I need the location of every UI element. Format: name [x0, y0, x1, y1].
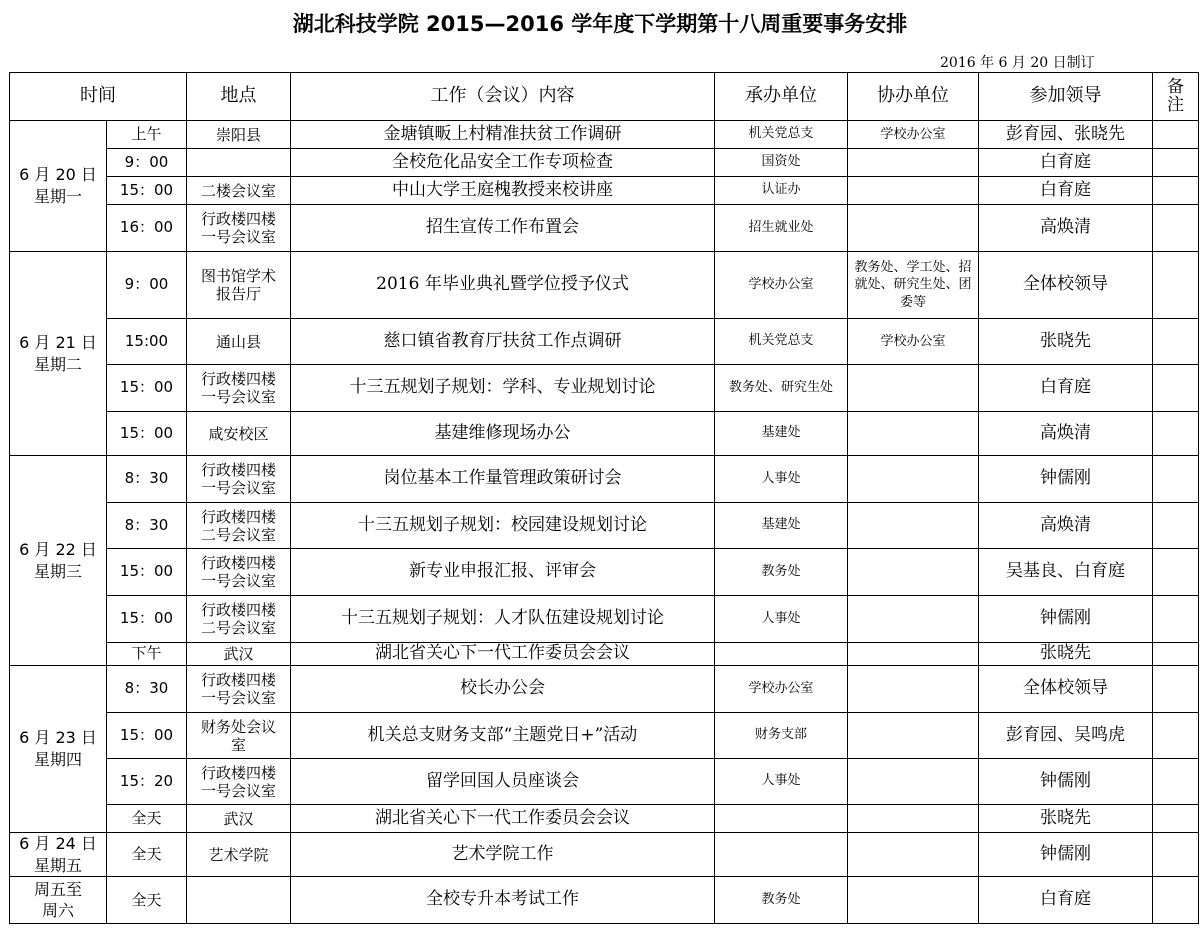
- weekday-text: 星期四: [33, 750, 82, 769]
- schedule-row: [10, 759, 1199, 805]
- header-host: 承办单位: [715, 73, 848, 121]
- time-cell: 15：00: [107, 549, 187, 596]
- host-cell: [715, 643, 848, 666]
- note-cell: [1153, 877, 1199, 924]
- content-cell: 湖北省关心下一代工作委员会会议: [291, 643, 715, 666]
- place-cell: 行政楼四楼一号会议室: [187, 456, 291, 503]
- note-cell: [1153, 252, 1199, 319]
- note-cell: [1153, 596, 1199, 643]
- leader-cell: 张晓先: [979, 805, 1153, 833]
- time-cell: 9：00: [107, 252, 187, 319]
- leader-cell: 全体校领导: [979, 666, 1153, 713]
- content-cell: 全校危化品安全工作专项检查: [291, 149, 715, 177]
- content-cell: 留学回国人员座谈会: [291, 759, 715, 805]
- time-cell: 全天: [107, 805, 187, 833]
- leader-cell: 彭育园、张晓先: [979, 121, 1153, 149]
- host-cell: [715, 833, 848, 877]
- date-text: 6 月 21 日: [19, 332, 97, 352]
- header-note: [1153, 73, 1199, 121]
- time-cell: 9：00: [107, 149, 187, 177]
- date-cell: [10, 252, 107, 456]
- date-text: 周五至: [33, 879, 82, 899]
- note-cell: [1153, 549, 1199, 596]
- content-cell: 全校专升本考试工作: [291, 877, 715, 924]
- co-cell: [848, 456, 979, 503]
- place-cell: 武汉: [187, 643, 291, 666]
- host-cell: 基建处: [715, 412, 848, 456]
- leader-cell: 吴基良、白育庭: [979, 549, 1153, 596]
- leader-cell: 钟儒刚: [979, 759, 1153, 805]
- place-cell: 财务处会议室: [187, 713, 291, 759]
- leader-cell: 钟儒刚: [979, 596, 1153, 643]
- place-cell: 武汉: [187, 805, 291, 833]
- schedule-row: [10, 412, 1199, 456]
- time-cell: 16：00: [107, 205, 187, 252]
- co-cell: [848, 805, 979, 833]
- place-cell: 崇阳县: [187, 121, 291, 149]
- header-note-text: 备注: [1167, 76, 1184, 115]
- co-cell: [848, 759, 979, 805]
- leader-cell: 全体校领导: [979, 252, 1153, 319]
- place-cell: 咸安校区: [187, 412, 291, 456]
- co-cell: 学校办公室: [848, 319, 979, 365]
- date-cell: [10, 456, 107, 666]
- time-cell: 15：00: [107, 596, 187, 643]
- host-cell: 招生就业处: [715, 205, 848, 252]
- co-cell: [848, 205, 979, 252]
- content-cell: 中山大学王庭槐教授来校讲座: [291, 177, 715, 205]
- schedule-row: [10, 877, 1199, 924]
- host-cell: 人事处: [715, 456, 848, 503]
- co-cell: [848, 596, 979, 643]
- place-cell: 行政楼四楼一号会议室: [187, 666, 291, 713]
- leader-cell: 高焕清: [979, 503, 1153, 549]
- co-cell: [848, 877, 979, 924]
- time-cell: 上午: [107, 121, 187, 149]
- time-cell: 15：20: [107, 759, 187, 805]
- schedule-row: [10, 456, 1199, 503]
- schedule-row: [10, 177, 1199, 205]
- content-cell: 艺术学院工作: [291, 833, 715, 877]
- weekday-text: 星期五: [33, 855, 82, 875]
- place-cell: [187, 149, 291, 177]
- time-cell: 下午: [107, 643, 187, 666]
- place-cell: 行政楼四楼一号会议室: [187, 549, 291, 596]
- note-cell: [1153, 365, 1199, 412]
- host-cell: 人事处: [715, 596, 848, 643]
- leader-cell: 高焕清: [979, 205, 1153, 252]
- content-cell: 十三五规划子规划：学科、专业规划讨论: [291, 365, 715, 412]
- note-cell: [1153, 149, 1199, 177]
- time-cell: 8：30: [107, 503, 187, 549]
- content-cell: 十三五规划子规划：校园建设规划讨论: [291, 503, 715, 549]
- host-cell: 机关党总支: [715, 319, 848, 365]
- note-cell: [1153, 412, 1199, 456]
- place-cell: 艺术学院: [187, 833, 291, 877]
- host-cell: 财务支部: [715, 713, 848, 759]
- schedule-row: [10, 713, 1199, 759]
- date-cell: [10, 666, 107, 833]
- content-cell: 湖北省关心下一代工作委员会会议: [291, 805, 715, 833]
- content-cell: 新专业申报汇报、评审会: [291, 549, 715, 596]
- time-cell: 8：30: [107, 456, 187, 503]
- leader-cell: 钟儒刚: [979, 833, 1153, 877]
- leader-cell: 张晓先: [979, 643, 1153, 666]
- host-cell: [715, 805, 848, 833]
- schedule-row: [10, 252, 1199, 319]
- host-cell: 机关党总支: [715, 121, 848, 149]
- header-time: 时间: [10, 73, 187, 121]
- place-cell: 二楼会议室: [187, 177, 291, 205]
- schedule-body: [10, 121, 1199, 924]
- leader-cell: 彭育园、吴鸣虎: [979, 713, 1153, 759]
- time-cell: 15：00: [107, 412, 187, 456]
- content-cell: 2016 年毕业典礼暨学位授予仪式: [291, 252, 715, 319]
- leader-cell: 白育庭: [979, 365, 1153, 412]
- note-cell: [1153, 759, 1199, 805]
- time-cell: 全天: [107, 877, 187, 924]
- co-cell: [848, 643, 979, 666]
- host-cell: 认证办: [715, 177, 848, 205]
- schedule-row: [10, 643, 1199, 666]
- note-cell: [1153, 319, 1199, 365]
- content-cell: 招生宣传工作布置会: [291, 205, 715, 252]
- schedule-row: [10, 833, 1199, 877]
- place-cell: 行政楼四楼一号会议室: [187, 759, 291, 805]
- note-cell: [1153, 177, 1199, 205]
- date-text: 6 月 20 日: [19, 165, 97, 185]
- place-cell: 行政楼四楼一号会议室: [187, 205, 291, 252]
- co-cell: 学校办公室: [848, 121, 979, 149]
- schedule-row: [10, 149, 1199, 177]
- content-cell: 岗位基本工作量管理政策研讨会: [291, 456, 715, 503]
- made-date: 2016 年 6 月 20 日制订: [940, 55, 1095, 71]
- schedule-row: [10, 121, 1199, 149]
- weekday-text: 星期三: [33, 561, 82, 581]
- host-cell: 基建处: [715, 503, 848, 549]
- time-cell: 8：30: [107, 666, 187, 713]
- content-cell: 基建维修现场办公: [291, 412, 715, 456]
- co-cell: [848, 503, 979, 549]
- time-cell: 15：00: [107, 365, 187, 412]
- co-cell: [848, 666, 979, 713]
- weekday-text: 星期一: [33, 187, 82, 206]
- co-cell: [848, 149, 979, 177]
- place-cell: [187, 877, 291, 924]
- schedule-row: [10, 596, 1199, 643]
- date-text: 6 月 23 日: [19, 728, 97, 748]
- schedule-row: [10, 549, 1199, 596]
- place-cell: 行政楼四楼一号会议室: [187, 365, 291, 412]
- leader-cell: 白育庭: [979, 877, 1153, 924]
- content-cell: 金塘镇畈上村精准扶贫工作调研: [291, 121, 715, 149]
- date-cell: [10, 833, 107, 877]
- header-co: 协办单位: [848, 73, 979, 121]
- note-cell: [1153, 121, 1199, 149]
- time-cell: 15：00: [107, 713, 187, 759]
- header-leader: 参加领导: [979, 73, 1153, 121]
- note-cell: [1153, 456, 1199, 503]
- content-cell: 校长办公会: [291, 666, 715, 713]
- note-cell: [1153, 643, 1199, 666]
- co-cell: [848, 549, 979, 596]
- host-cell: 教务处、研究生处: [715, 365, 848, 412]
- note-cell: [1153, 503, 1199, 549]
- date-text: 6 月 24 日: [19, 834, 97, 853]
- place-cell: 行政楼四楼二号会议室: [187, 503, 291, 549]
- schedule-row: [10, 503, 1199, 549]
- co-cell: [848, 833, 979, 877]
- co-cell: [848, 365, 979, 412]
- co-cell: 教务处、学工处、招就处、研究生处、团委等: [848, 252, 979, 319]
- co-cell: [848, 412, 979, 456]
- host-cell: 国资处: [715, 149, 848, 177]
- date-cell: [10, 877, 107, 924]
- time-cell: 15:00: [107, 319, 187, 365]
- co-cell: [848, 177, 979, 205]
- schedule-row: [10, 319, 1199, 365]
- time-cell: 15：00: [107, 177, 187, 205]
- content-cell: 十三五规划子规划：人才队伍建设规划讨论: [291, 596, 715, 643]
- date-cell: [10, 121, 107, 252]
- schedule-row: [10, 205, 1199, 252]
- note-cell: [1153, 833, 1199, 877]
- header-place: 地点: [187, 73, 291, 121]
- leader-cell: 白育庭: [979, 149, 1153, 177]
- place-cell: 图书馆学术报告厅: [187, 252, 291, 319]
- host-cell: 教务处: [715, 877, 848, 924]
- page-title: 湖北科技学院 2015—2016 学年度下学期第十八周重要事务安排: [292, 12, 908, 36]
- host-cell: 教务处: [715, 549, 848, 596]
- place-cell: 通山县: [187, 319, 291, 365]
- note-cell: [1153, 805, 1199, 833]
- note-cell: [1153, 713, 1199, 759]
- date-text: 6 月 22 日: [19, 539, 97, 559]
- note-cell: [1153, 666, 1199, 713]
- schedule-table: [9, 72, 1199, 924]
- host-cell: 学校办公室: [715, 666, 848, 713]
- leader-cell: 高焕清: [979, 412, 1153, 456]
- note-cell: [1153, 205, 1199, 252]
- weekday-text: 星期二: [33, 354, 82, 374]
- schedule-row: [10, 365, 1199, 412]
- host-cell: 人事处: [715, 759, 848, 805]
- leader-cell: 钟儒刚: [979, 456, 1153, 503]
- header-content: 工作（会议）内容: [291, 73, 715, 121]
- weekday-text: 周六: [41, 901, 74, 921]
- place-cell: 行政楼四楼二号会议室: [187, 596, 291, 643]
- host-cell: 学校办公室: [715, 252, 848, 319]
- header-row: [10, 73, 1199, 121]
- time-cell: 全天: [107, 833, 187, 877]
- leader-cell: 白育庭: [979, 177, 1153, 205]
- leader-cell: 张晓先: [979, 319, 1153, 365]
- schedule-row: [10, 666, 1199, 713]
- schedule-row: [10, 805, 1199, 833]
- co-cell: [848, 713, 979, 759]
- content-cell: 慈口镇省教育厅扶贫工作点调研: [291, 319, 715, 365]
- content-cell: 机关总支财务支部“主题党日+”活动: [291, 713, 715, 759]
